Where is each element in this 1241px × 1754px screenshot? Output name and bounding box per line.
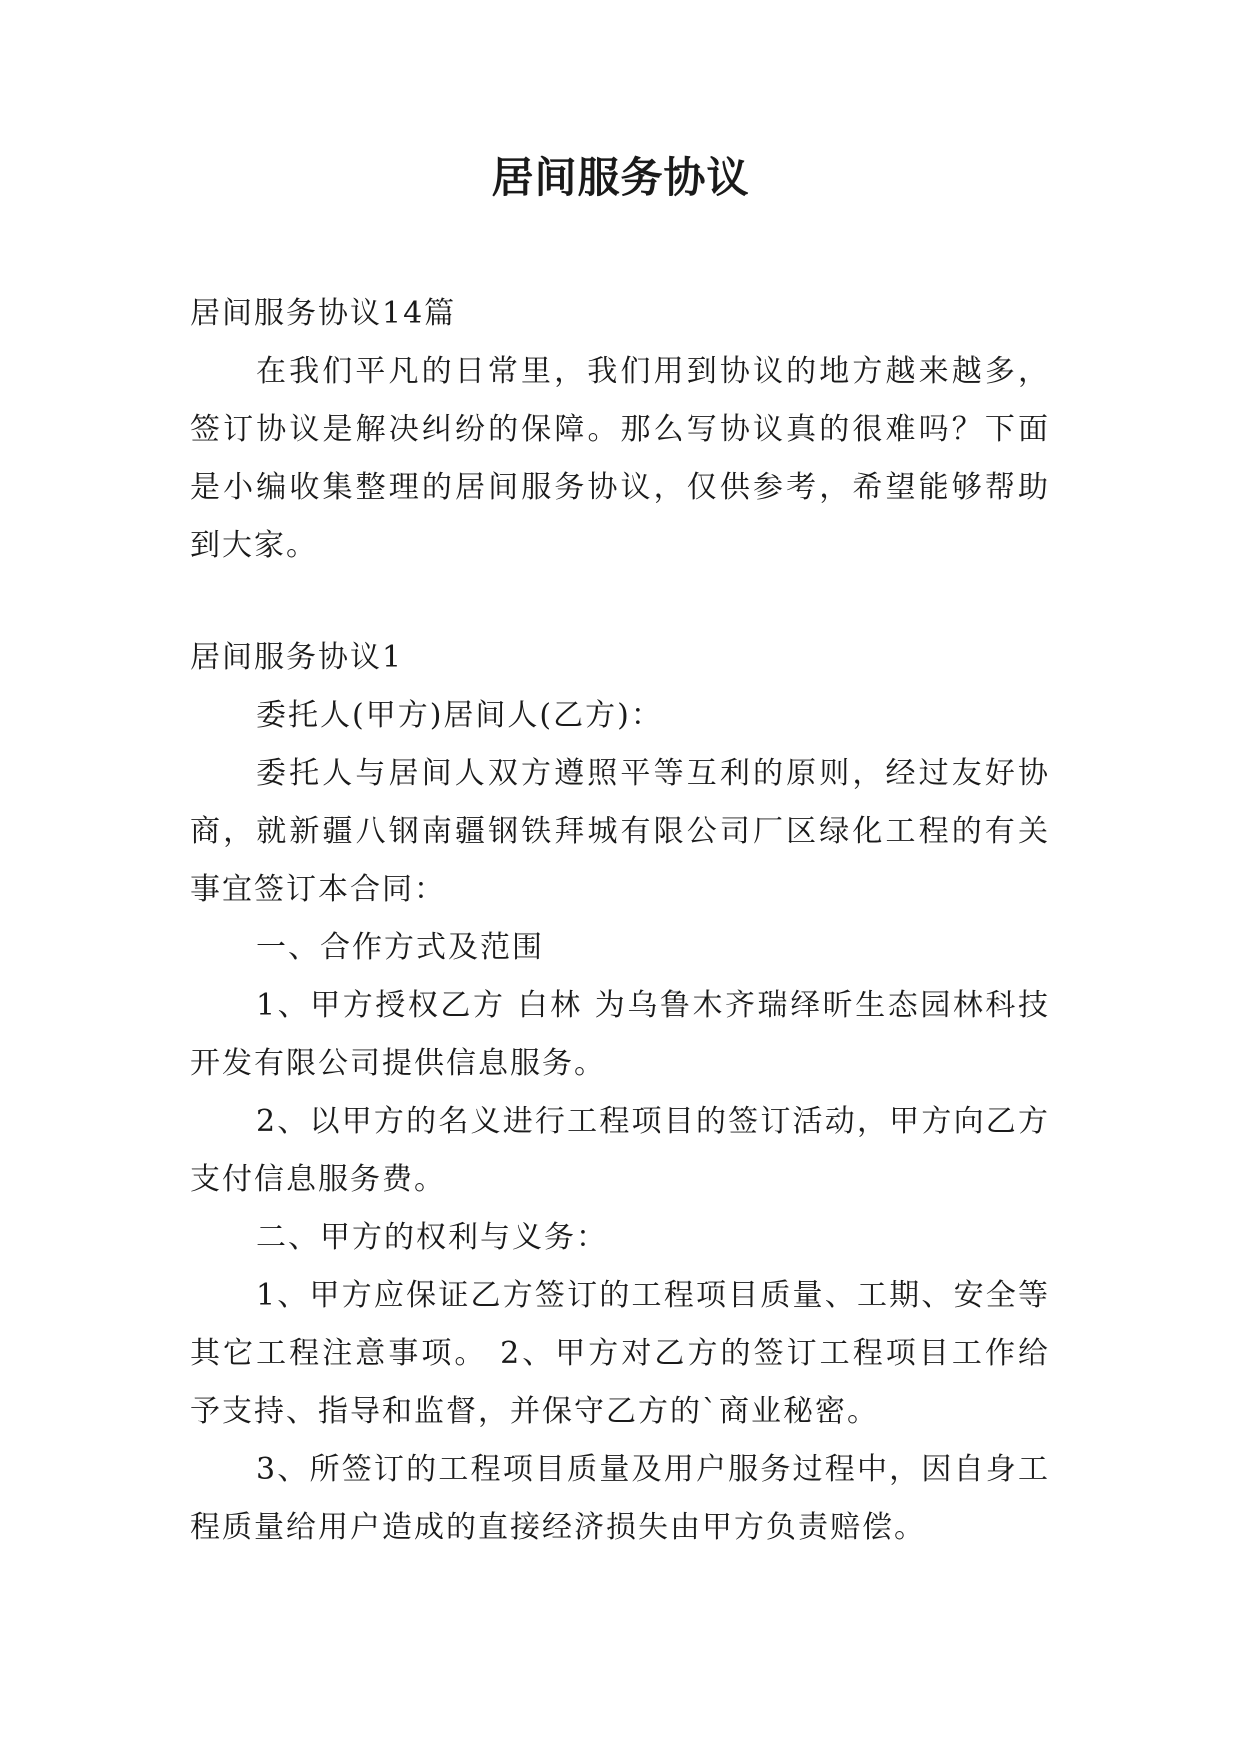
clause-item: 1、甲方授权乙方 白林 为乌鲁木齐瑞绎昕生态园林科技开发有限公司提供信息服务。 <box>190 988 1050 1081</box>
document-body <box>190 285 1050 1557</box>
parties-line: 委托人(甲方)居间人(乙方)： <box>256 698 663 733</box>
clause-item: 2、以甲方的名义进行工程项目的签订活动，甲方向乙方支付信息服务费。 <box>190 1104 1050 1197</box>
clause-item: 3、所签订的工程项目质量及用户服务过程中，因自身工程质量给用户造成的直接经济损失由甲方负责赔偿。 <box>190 1452 1050 1545</box>
section-heading: 居间服务协议1 <box>190 640 404 675</box>
clause-heading: 二、甲方的权利与义务： <box>256 1220 608 1255</box>
clause-item: 1、甲方应保证乙方签订的工程项目质量、工期、安全等其它工程注意事项。 2、甲方对乙方的签订工程项目工作给予支持、指导和监督，并保守乙方的`商业秘密。 <box>190 1278 1050 1429</box>
document-title: 居间服务协议 <box>491 153 750 202</box>
document-subtitle: 居间服务协议14篇 <box>190 296 457 331</box>
clause-heading: 一、合作方式及范围 <box>256 930 544 965</box>
intro-paragraph: 在我们平凡的日常里，我们用到协议的地方越来越多，签订协议是解决纠纷的保障。那么写协议真的很难吗？下面是小编收集整理的居间服务协议，仅供参考，希望能够帮助到大家。 <box>190 354 1050 563</box>
preamble-paragraph: 委托人与居间人双方遵照平等互利的原则，经过友好协商，就新疆八钢南疆钢铁拜城有限公司厂区绿化工程的有关事宜签订本合同： <box>190 756 1050 907</box>
